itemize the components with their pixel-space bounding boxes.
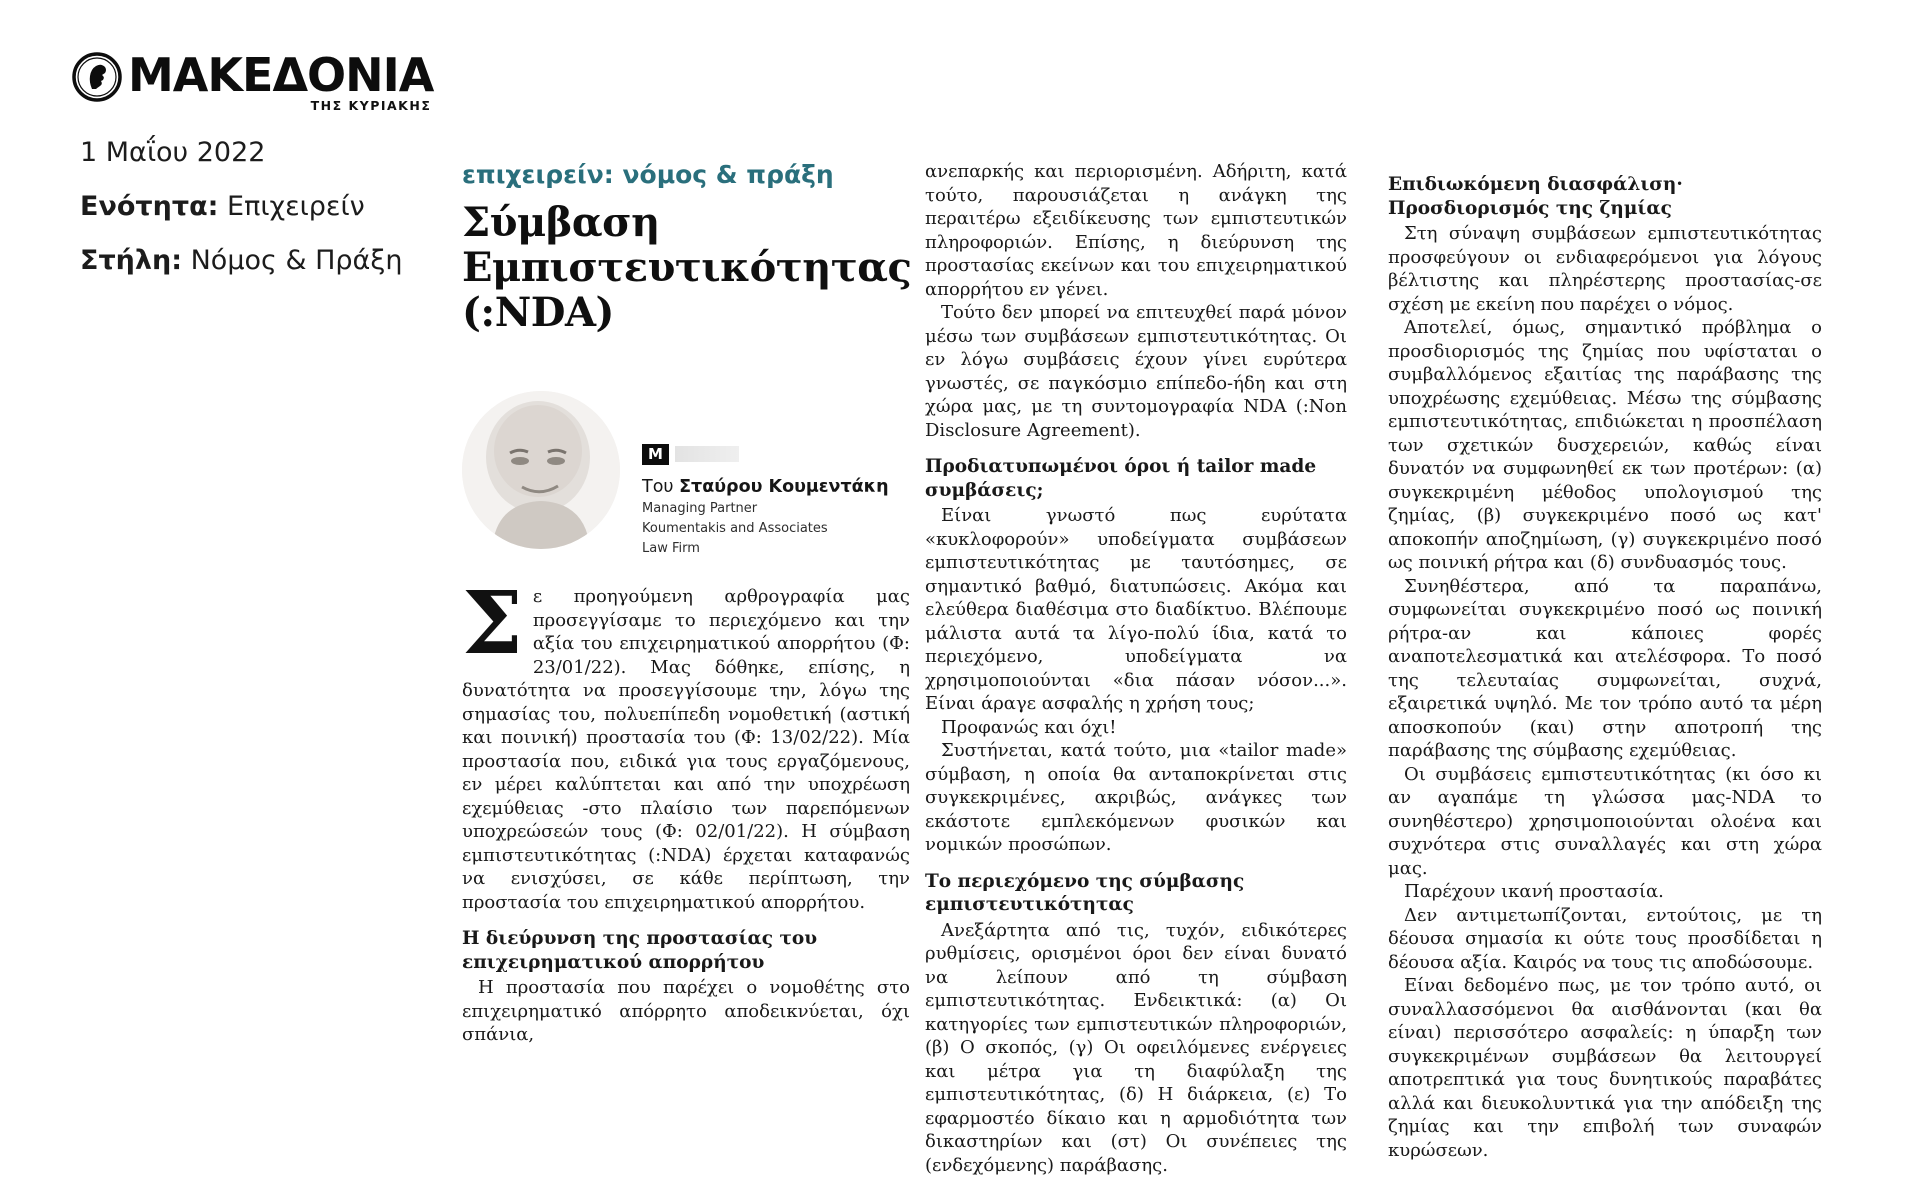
paragraph: Οι συμβάσεις εμπιστευτικότητας (κι όσο κι αν αγαπάμε τη γλώσσα μας-NDA το συνηθέστερο) χρησιμοποιούνται ολοένα και συχνότερα στις συναλλαγές και στη χώρα μας. [1388, 763, 1822, 881]
article-column-2 [925, 160, 1347, 1177]
column-1-body [462, 585, 910, 1047]
paragraph: Συνηθέστερα, από τα παραπάνω, συμφωνείται συγκεκριμένο ποσό ως ποινική ρήτρα-αν και κάποιες φορές αναποτελεσματικά και ατελέσφορα. Το ποσό της τελευταίας συμφωνείται, συχνά, εξαιρετικά υψηλό. Με τον τρόπο αυτό τα μέρη αποσκοπούν (και) στην αποτροπή της παράβασης της σύμβασης εχεμύθειας. [1388, 575, 1822, 763]
paragraph: Ανεξάρτητα από τις, τυχόν, ειδικότερες ρυθμίσεις, ορισμένοι όροι δεν είναι δυνατό να λείπουν από τη σύμβαση εμπιστευτικότητας. Ενδεικτικά: (α) Οι κατηγορίες των εμπιστευτικών πληροφοριών, (β) Ο σκοπός, (γ) Οι οφειλόμενες ενέργειες και μέτρα για τη διαφύλαξη της εμπιστευτικότητας, (δ) Η διάρκεια, (ε) Το εφαρμοστέο δίκαιο και η αρμοδιότητα των δικαστηρίων και (στ) Οι συνέπειες της (ενδεχόμενης) παράβασης. [925, 919, 1347, 1177]
paragraph: Είναι γνωστό πως ευρύτατα «κυκλοφορούν» υποδείγματα συμβάσεων εμπιστευτικότητας με ταυτόσημες, σε σημαντικό βαθμό, διατυπώσεις. Ακόμα και ελεύθερα διαθέσιμα στο διαδίκτυο. Βλέπουμε μάλιστα αυτά τα λίγο-πολύ ίδια, κατά το περιεχόμενο, υποδείγματα να χρησιμοποιούνται «δια πάσαν νόσον...». Είναι άραγε ασφαλής η χρήση τους; [925, 504, 1347, 716]
article-column-1 [462, 160, 910, 1047]
author-name-line: Του Σταύρου Κουμεντάκη [642, 477, 889, 497]
firm-logo-faded-text [675, 446, 739, 462]
publication-date: 1 Μαΐου 2022 [80, 126, 403, 180]
firm-logo-m-icon: M [642, 444, 669, 465]
byline [642, 443, 889, 557]
author-block [462, 391, 910, 557]
author-firm-line1: Koumentakis and Associates [642, 520, 889, 537]
paragraph: Είναι δεδομένο πως, με τον τρόπο αυτό, οι συναλλασσόμενοι θα αισθάνονται (και θα είναι) περισσότερο ασφαλείς: η ύπαρξη των συγκεκριμένων συμβάσεων θα λειτουργεί αποτρεπτικά για τους δυνητικούς παραβάτες αλλά και διευκολυντικά για την απόδειξη της ζημίας και την επιβολή των συναφών κυρώσεων. [1388, 974, 1822, 1162]
paragraph: Συστήνεται, κατά τούτο, μια «tailor made» σύμβαση, η οποία θα ανταποκρίνεται στις συγκεκριμένες, ακριβώς, ανάγκες των εκάστοτε εμπλεκόμενων φυσικών και νομικών προσώπων. [925, 739, 1347, 857]
author-role: Managing Partner [642, 500, 889, 517]
section-heading: Η διεύρυνση της προστασίας του επιχειρηματικού απορρήτου [462, 927, 910, 974]
article-column-3 [1388, 160, 1822, 1162]
section-heading: Προδιατυπωμένοι όροι ή tailor made συμβάσεις; [925, 455, 1347, 502]
law-firm-logo [642, 443, 889, 465]
section-heading: Επιδιωκόμενη διασφάλιση· Προσδιορισμός της ζημίας [1388, 173, 1822, 220]
column-label: Στήλη: [80, 245, 182, 276]
paragraph: Δεν αντιμετωπίζονται, εντούτοις, με τη δέουσα σημασία κι ούτε τους προσδίδεται η δέουσα αξία. Καιρός να τους τις αποδώσουμε. [1388, 904, 1822, 975]
drop-cap: Σ [462, 585, 533, 657]
paragraph: ανεπαρκής και περιορισμένη. Αδήριτη, κατά τούτο, παρουσιάζεται η ανάγκη της περαιτέρω εξειδίκευσης των εμπιστευτικών πληροφοριών. Επίσης, η διεύρυνση της προστασίας εκείνων και του επιχειρηματικού απορρήτου εν γένει. [925, 160, 1347, 301]
paragraph: Σε προηγούμενη αρθρογραφία μας προσεγγίσαμε το περιεχόμενο και την αξία του επιχειρηματικού απορρήτου (Φ: 23/01/22). Μας δόθηκε, επίσης, η δυνατότητα να προσεγγίσουμε την, λόγω της σημασίας του, πολυεπίπεδη νομοθετική (αστική και ποινική) προστασία του (Φ: 13/02/22). Μία προστασία που, ειδικά για τους εργαζόμενους, εν μέρει καλύπτεται και από την υποχρέωση εχεμύθειας -στο πλαίσιο των παρεπόμενων υποχρεώσεών τους (Φ: 02/01/22). Η σύμβαση εμπιστευτικότητας (:NDA) έρχεται καταφανώς να ενισχύσει, σε κάθε περίπτωση, την προστασία του επιχειρηματικού απορρήτου. [462, 585, 910, 914]
masthead-title: ΜΑΚΕΔΟΝΙΑ [128, 50, 433, 100]
section-line [80, 180, 403, 234]
article-kicker: επιχειρείν: νόμος & πράξη [462, 160, 910, 190]
column-line [80, 234, 403, 288]
article-title: Σύμβαση Εμπιστευτικότητας (:NDA) [462, 200, 910, 335]
newspaper-masthead [72, 50, 433, 113]
paragraph: Τούτο δεν μπορεί να επιτευχθεί παρά μόνον μέσω των συμβάσεων εμπιστευτικότητας. Οι εν λόγω συμβάσεις έχουν γίνει ευρύτερα γνωστές, σε παγκόσμιο επίπεδο-ήδη και στη χώρα μας, με τη συντομογραφία NDA (:Non Disclosure Agreement). [925, 301, 1347, 442]
section-heading: Το περιεχόμενο της σύμβασης εμπιστευτικότητας [925, 870, 1347, 917]
paragraph: Στη σύναψη συμβάσεων εμπιστευτικότητας προσφεύγουν οι ενδιαφερόμενοι για λόγους βέλτιστης και πληρέστερης προστασίας-σε σχέση με εκείνη που παρέχει ο νόμος. [1388, 222, 1822, 316]
paragraph: Προφανώς και όχι! [925, 716, 1347, 740]
paragraph: Αποτελεί, όμως, σημαντικό πρόβλημα ο προσδιορισμός της ζημίας που υφίσταται ο συμβαλλόμενος εξαιτίας της παράβασης της υποχρέωσης εχεμύθειας. Μέσω της σύμβασης εμπιστευτικότητας, επιδιώκεται η προσπέλαση των σχετικών δυσχερειών, καθώς είναι δυνατόν να συμφωνηθεί εκ των προτέρων: (α) συγκεκριμένη μέθοδος υπολογισμού της ζημίας, (β) συγκεκριμένο ποσό ως κατ' αποκοπήν αποζημίωση, (γ) συγκεκριμένο ποσό ως ποινική ρήτρα και (δ) συνδυασμός τους. [1388, 316, 1822, 575]
section-value: Επιχειρείν [227, 191, 365, 222]
paragraph: Η προστασία που παρέχει ο νομοθέτης στο επιχειρηματικό απόρρητο αποδεικνύεται, όχι σπάνια, [462, 976, 910, 1047]
section-label: Ενότητα: [80, 191, 218, 222]
article-meta [80, 126, 403, 288]
masthead-subtitle: ΤΗΣ ΚΥΡΙΑΚΗΣ [128, 98, 433, 113]
author-photo [462, 391, 620, 549]
makedonia-emblem-icon [72, 52, 122, 102]
paragraph: Παρέχουν ικανή προστασία. [1388, 880, 1822, 904]
author-name: Σταύρου Κουμεντάκη [679, 477, 888, 497]
column-value: Νόμος & Πράξη [191, 245, 403, 276]
author-firm-line2: Law Firm [642, 540, 889, 557]
